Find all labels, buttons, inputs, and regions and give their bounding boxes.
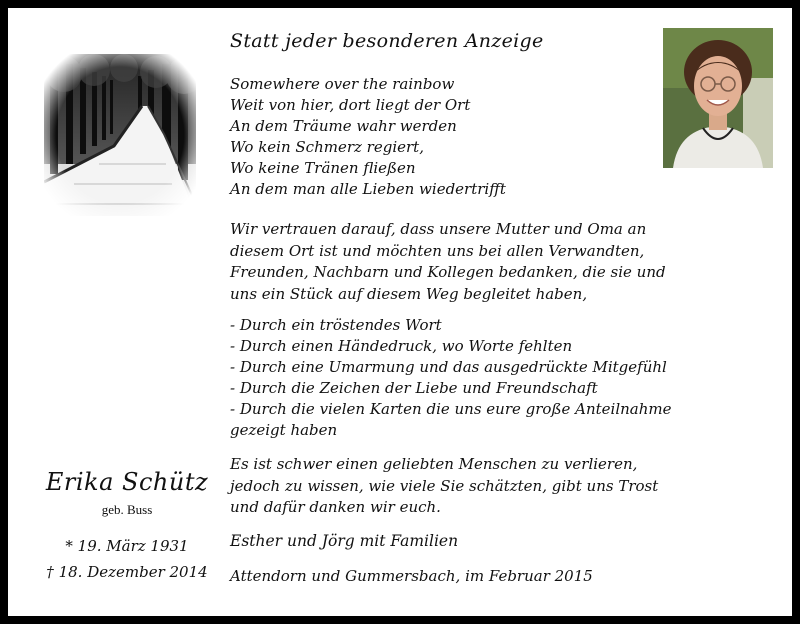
thanks-line: Freunden, Nachbarn und Kollegen bedanken, die sie und (230, 263, 666, 281)
closing-line: und dafür danken wir euch. (230, 498, 441, 516)
deceased-name: Erika Schütz (45, 468, 209, 496)
thanks-line: diesem Ort ist und möchten uns bei allen Verwandten, (230, 241, 645, 260)
thanks-line: uns ein Stück auf diesem Weg begleitet haben, (230, 284, 588, 303)
list-item: - Durch die vielen Karten die uns eure große Anteilnahme (230, 400, 672, 418)
poem-line: An dem man alle Lieben wiedertrifft (230, 180, 506, 198)
path-avenue-photo (44, 54, 196, 216)
obituary-card (8, 8, 792, 616)
list-item: - Durch einen Händedruck, wo Worte fehlten (230, 337, 573, 355)
list-item: - Durch eine Umarmung und das ausgedrückte Mitgefühl (230, 358, 667, 376)
poem-line: Wo keine Tränen fließen (230, 159, 416, 177)
poem-line: Wo kein Schmerz regiert, (230, 138, 424, 156)
list-item: - Durch die Zeichen der Liebe und Freundschaft (230, 379, 598, 397)
death-date: † 18. Dezember 2014 (46, 563, 208, 581)
gratitude-list (230, 315, 671, 441)
list-item: - Durch ein tröstendes Wort (230, 316, 442, 334)
poem-line: Somewhere over the rainbow (230, 75, 455, 93)
closing-line: Es ist schwer einen geliebten Menschen zu verlieren, (230, 455, 638, 473)
thanks-paragraph (230, 219, 700, 305)
notice-heading: Statt jeder besonderen Anzeige (230, 30, 544, 52)
birth-date: * 19. März 1931 (65, 537, 189, 555)
portrait-photo (663, 28, 773, 168)
thanks-line: Wir vertrauen darauf, dass unsere Mutter und Oma an (230, 220, 647, 238)
closing-paragraph (230, 454, 658, 519)
maiden-name: geb. Buss (101, 502, 153, 517)
deceased-name-block (28, 468, 226, 518)
list-item: gezeigt haben (230, 421, 338, 439)
poem-line: An dem Träume wahr werden (230, 117, 457, 135)
closing-line: jedoch zu wissen, wie viele Sie schätzten, gibt uns Trost (230, 476, 659, 495)
poem-line: Weit von hier, dort liegt der Ort (230, 96, 471, 114)
poem (230, 74, 506, 200)
place-date: Attendorn und Gummersbach, im Februar 2015 (230, 567, 593, 585)
signers: Esther und Jörg mit Familien (230, 532, 459, 550)
